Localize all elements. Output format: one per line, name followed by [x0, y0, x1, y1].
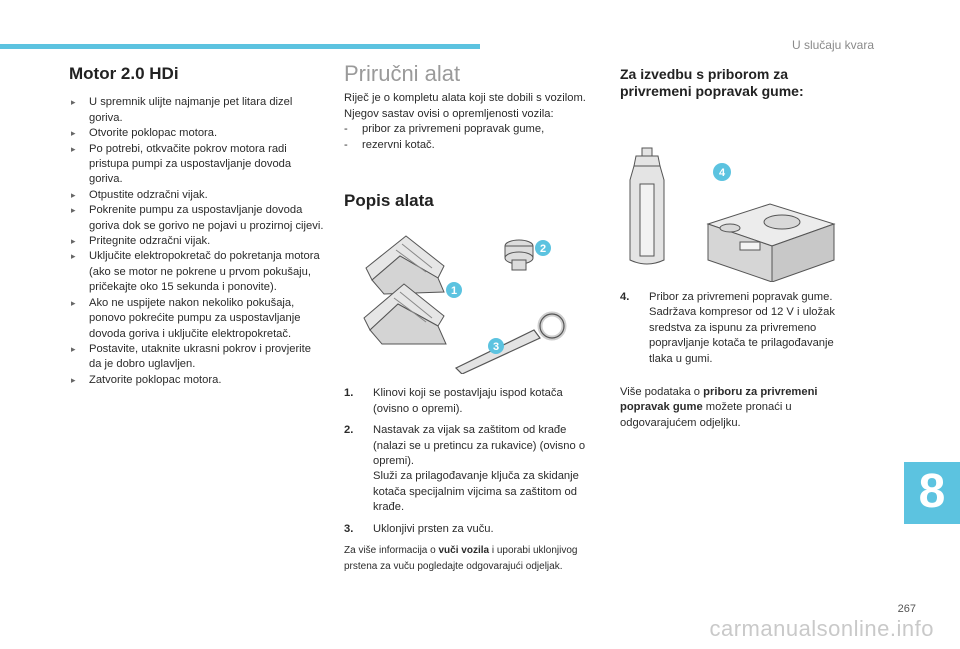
item-number: 3. — [344, 522, 354, 535]
callout-3: 3 — [492, 341, 500, 354]
callout-2: 2 — [539, 243, 547, 256]
item-text: Pribor za privremeni popravak gume. Sadržava kompresor od 12 V i uložak sredstva za ispunu za privremeno popravljanje kotača te prilagođavanje tlaka u gumi. — [649, 291, 835, 365]
callout-4: 4 — [718, 167, 726, 179]
section-title: U slučaju kvara — [791, 38, 874, 52]
callout-1: 1 — [450, 285, 458, 298]
item-text: Klinovi koji se postavljaju ispod kotača (ovisno o opremi). — [373, 387, 563, 415]
motor-step: ▸ Pritegnite odzračni vijak. — [69, 234, 324, 249]
header-accent-bar — [0, 44, 480, 49]
list-item — [620, 290, 860, 367]
watermark: carmanualsonline.info — [709, 616, 934, 641]
tools-composition-list — [344, 122, 599, 153]
repair-kit-title: Za izvedbu s priborom za privremeni popravak gume: — [620, 66, 804, 99]
motor-step: ▸ U spremnik ulijte najmanje pet litara dizel goriva. — [69, 95, 324, 126]
motor-step: ▸ Otvorite poklopac motora. — [69, 126, 324, 141]
repair-kit-section — [620, 66, 860, 431]
tool-list-title: Popis alata — [344, 191, 434, 211]
item-number: 2. — [344, 424, 354, 437]
note-bold: priboru za privremeni popravak gume — [620, 386, 818, 414]
note-text-end: možete pronaći u odgovarajućem odjeljku. — [620, 401, 792, 429]
note-text: Više podataka o — [620, 386, 704, 399]
repair-kit-illustration — [620, 132, 860, 282]
note-text: Za više informacija o — [344, 545, 439, 557]
motor-section — [69, 66, 324, 388]
tools-intro-2: Njegov sastav ovisi o opremljenosti vozila: — [344, 107, 554, 120]
item-text: Nastavak za vijak sa zaštitom od krađe (nalazi se u pretincu za rukavice) (ovisno o opremi). — [373, 424, 586, 468]
motor-step: ▸ Postavite, utaknite ukrasni pokrov i provjerite da je dobro uglavljen. — [69, 342, 324, 373]
motor-step: ▸ Zatvorite poklopac motora. — [69, 373, 324, 388]
list-item: - rezervni kotač. — [344, 138, 599, 153]
list-item — [344, 386, 599, 417]
motor-steps — [69, 95, 324, 388]
tool-list — [344, 386, 599, 537]
motor-step: ▸ Uključite elektropokretač do pokretanja motora (ako se motor ne pokrene u prvom pokušaju, pričekajte oko 15 sekunda i ponovite). — [69, 249, 324, 295]
tools-section — [344, 61, 599, 575]
chapter-tab — [904, 462, 960, 524]
list-item — [344, 423, 599, 515]
motor-step: ▸ Otpustite odzračni vijak. — [69, 188, 324, 203]
motor-step: ▸ Pokrenite pumpu za uspostavljanje dovoda goriva dok se gorivo ne pojavi u prozirnoj cijevi. — [69, 203, 324, 234]
list-item — [344, 522, 599, 537]
motor-title: Motor 2.0 HDi — [69, 64, 179, 83]
tools-title: Priručni alat — [344, 61, 461, 86]
repair-kit-list — [620, 290, 860, 367]
note-bold: vuči vozila — [438, 545, 490, 557]
note-text-end: i uporabi uklonjivog prstena za vuču pogledajte odgovarajući odjeljak. — [344, 545, 578, 573]
item-number: 1. — [344, 387, 354, 400]
item-text-2: Služi za prilagođavanje ključa za skidanje kotača specijalnim vijcima sa zaštitom od krađe. — [373, 470, 579, 514]
item-number: 4. — [620, 291, 630, 303]
tools-illustration — [344, 226, 584, 374]
motor-step: ▸ Po potrebi, otkvačite pokrov motora radi pristupa pumpi za uspostavljanje dovoda goriva. — [69, 142, 324, 188]
towing-note — [344, 543, 599, 575]
list-item: - pribor za privremeni popravak gume, — [344, 122, 599, 137]
tools-intro: Riječ je o kompletu alata koji ste dobili s vozilom. — [344, 92, 586, 105]
page-number: 267 — [897, 603, 916, 615]
item-text: Uklonjivi prsten za vuču. — [373, 522, 494, 535]
chapter-number: 8 — [918, 465, 946, 518]
motor-step: ▸ Ako ne uspijete nakon nekoliko pokušaja, ponovo pokrećite pumpu za uspostavljanje dovoda goriva i uključite elektropokretač. — [69, 296, 324, 342]
repair-kit-note — [620, 385, 860, 431]
